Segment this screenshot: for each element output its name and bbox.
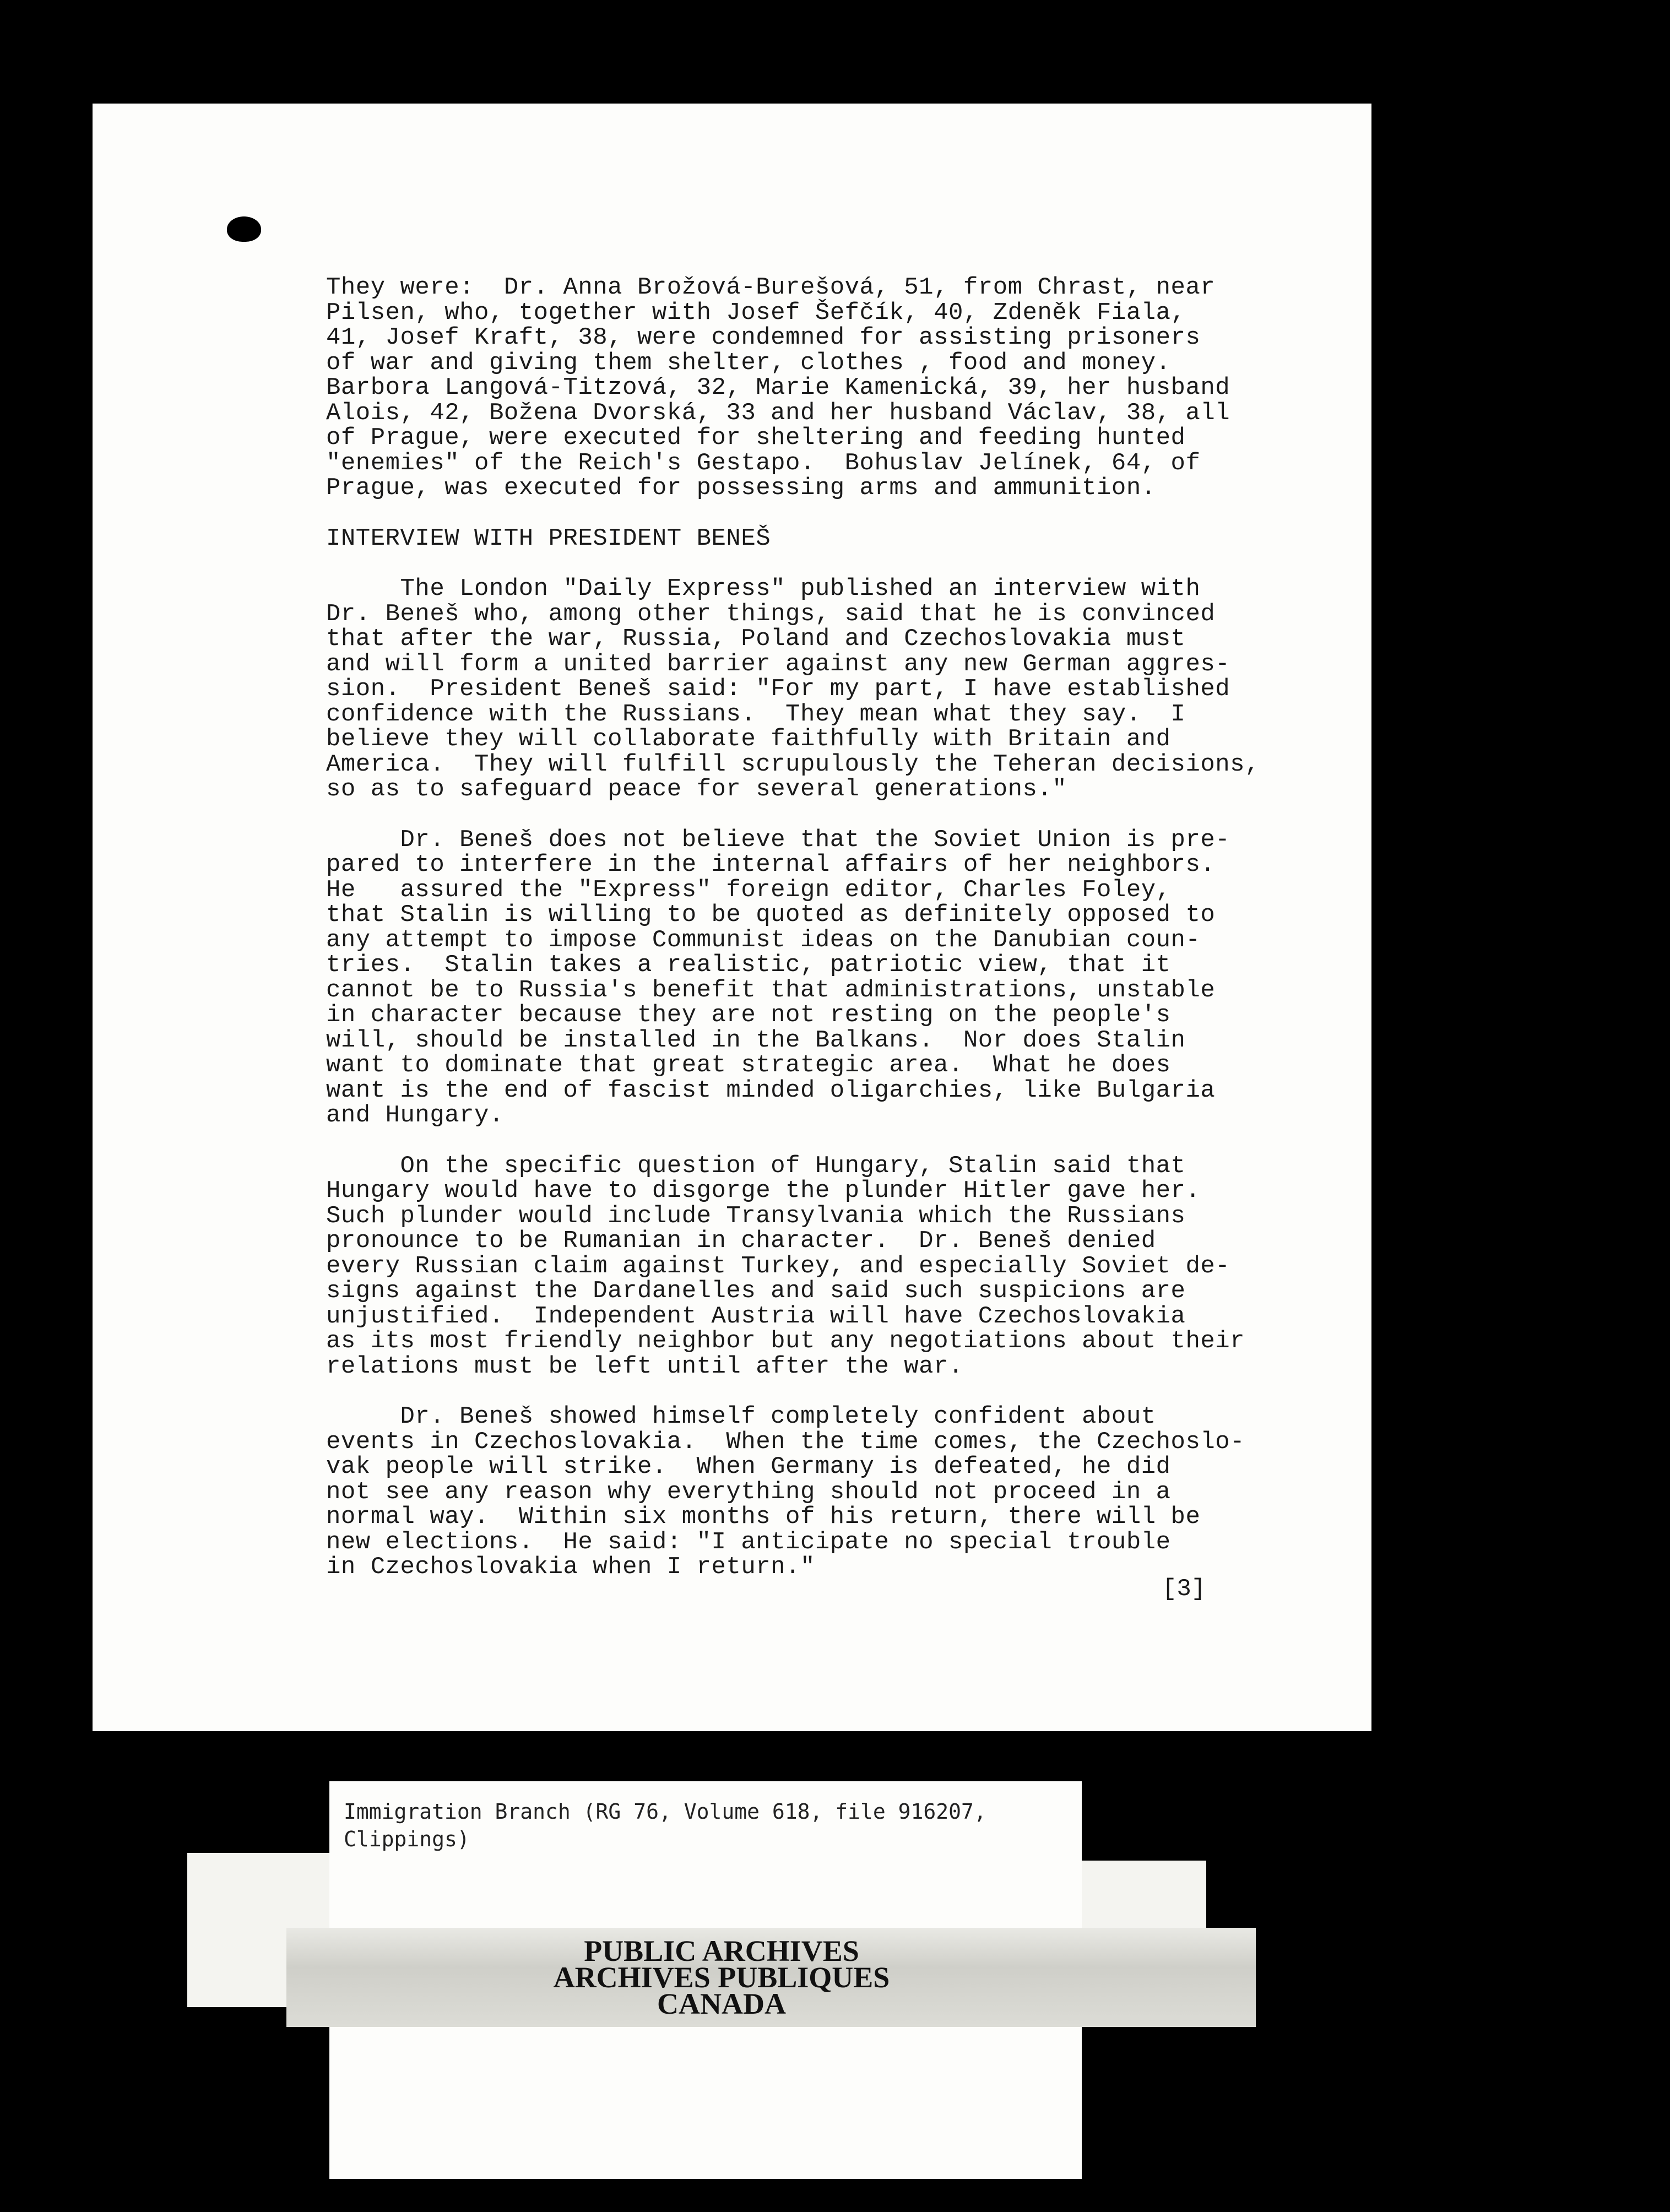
- stamp-line-1: PUBLIC ARCHIVES: [584, 1934, 859, 1967]
- document-body: [326, 275, 1284, 1580]
- archive-citation: Immigration Branch (RG 76, Volume 618, file 916207, Clippings): [344, 1799, 986, 1851]
- archives-stamp: [512, 1934, 931, 2020]
- paragraph-soviet-union: Dr. Beneš does not believe that the Soviet Union is pre- pared to interfere in the internal affairs of her neighbors. He assured the "Express" foreign editor, Charles Foley, that Stalin is willing to be quoted as definitely opposed to any attempt to impose Communist ideas on the Danubian coun- tries. Stalin takes a realistic, patriotic view, that it cannot be to Russia's benefit that administrations, unstable in character because they are not resting on the people's will, should be installed in the Balkans. Nor does Stalin want to dominate that great strategic area. What he does want is the end of fascist minded oligarchies, like Bulgaria and Hungary.: [326, 826, 1230, 1129]
- section-heading: INTERVIEW WITH PRESIDENT BENEŠ: [326, 524, 771, 552]
- paragraph-hungary: On the specific question of Hungary, Stalin said that Hungary would have to disgorge the plunder Hitler gave her. Such plunder would include Transylvania which the Russians pronounce to be Rumanian in character. Dr. Beneš denied every Russian claim against Turkey, and especially Soviet de- signs against the Dardanelles and said such suspicions are unjustified. Independent Austria will have Czechoslovakia as its most friendly neighbor but any negotiations about their relations must be left until after the war.: [326, 1152, 1245, 1380]
- stamp-line-2: ARCHIVES PUBLIQUES: [553, 1961, 890, 1994]
- page-number: [3]: [1162, 1575, 1206, 1603]
- paragraph-interview: The London "Daily Express" published an interview with Dr. Beneš who, among other things, said that he is convinced that after the war, Russia, Poland and Czechoslovakia must and will form a united barrier against any new German aggres- sion. President Beneš said: "For my part, I have established confidence with the Russians. They mean what they say. I believe they will collaborate faithfully with Britain and America. They will fulfill scrupulously the Teheran decisions, so as to safeguard peace for several generations.": [326, 575, 1260, 803]
- paragraph-czechoslovakia: Dr. Beneš showed himself completely confident about events in Czechoslovakia. When the time comes, the Czechoslo- vak people will strike. When Germany is defeated, he did not see any reason why everything should not proceed in a normal way. Within six months of his return, there will be new elections. He said: "I anticipate no special trouble in Czechoslovakia when I return.": [326, 1403, 1245, 1581]
- punch-hole: [227, 216, 261, 242]
- stamp-line-3: CANADA: [657, 1987, 786, 2020]
- paragraph-executions: They were: Dr. Anna Brožová-Burešová, 51, from Chrast, near Pilsen, who, together with Josef Šefčík, 40, Zdeněk Fiala, 41, Josef Kraft, 38, were condemned for assisting prisoners of war and giving them shelter, clothes , food and money. Barbora Langová-Titzová, 32, Marie Kamenická, 39, her husband Alois, 42, Božena Dvorská, 33 and her husband Václav, 38, all of Prague, were executed for sheltering and feeding hunted "enemies" of the Reich's Gestapo. Bohuslav Jelínek, 64, of Prague, was executed for possessing arms and ammunition.: [326, 274, 1230, 502]
